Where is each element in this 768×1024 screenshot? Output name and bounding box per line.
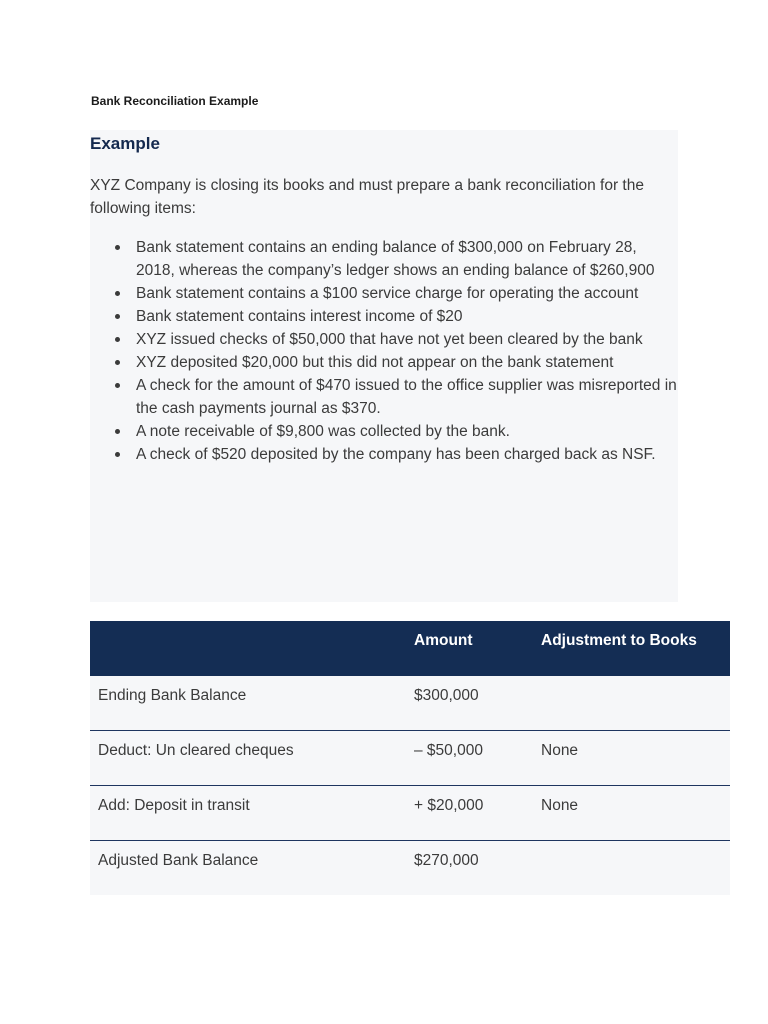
bullet-icon <box>115 314 120 319</box>
table-cell-amount: $300,000 <box>414 676 541 731</box>
list-item-text: A check for the amount of $470 issued to the office supplier was misreported in the cash payments journal as $370. <box>136 377 677 417</box>
bullet-icon <box>115 291 120 296</box>
header-adjustment-cell: Adjustment to Books <box>541 621 730 676</box>
example-bullet-list <box>90 236 678 466</box>
bullet-icon <box>115 452 120 457</box>
table-row <box>90 731 730 786</box>
list-item-text: XYZ issued checks of $50,000 that have not yet been cleared by the bank <box>136 331 643 348</box>
table-header-row <box>90 621 730 676</box>
header-label-cell <box>90 621 414 676</box>
table-cell-label: Deduct: Un cleared cheques <box>90 731 414 786</box>
list-item-text: A note receivable of $9,800 was collected by the bank. <box>136 423 510 440</box>
example-panel <box>90 130 678 602</box>
list-item-text: Bank statement contains a $100 service charge for operating the account <box>136 285 639 302</box>
bullet-icon <box>115 360 120 365</box>
header-amount-cell: Amount <box>414 621 541 676</box>
document-heading: Bank Reconciliation Example <box>91 94 259 108</box>
table-cell-amount: + $20,000 <box>414 786 541 841</box>
table-cell-adjustment: None <box>541 786 730 841</box>
list-item-text: Bank statement contains an ending balance of $300,000 on February 28, 2018, whereas the company’s ledger shows an ending balance of $260,900 <box>136 239 655 279</box>
table-cell-amount: $270,000 <box>414 841 541 896</box>
table-cell-label: Add: Deposit in transit <box>90 786 414 841</box>
bullet-icon <box>115 245 120 250</box>
list-item <box>90 305 678 328</box>
list-item <box>90 328 678 351</box>
list-item <box>90 443 678 466</box>
table-cell-label: Ending Bank Balance <box>90 676 414 731</box>
list-item <box>90 374 678 420</box>
table-cell-amount: – $50,000 <box>414 731 541 786</box>
table-cell-adjustment <box>541 676 730 731</box>
bullet-icon <box>115 337 120 342</box>
table-cell-adjustment: None <box>541 731 730 786</box>
list-item <box>90 351 678 374</box>
list-item <box>90 282 678 305</box>
example-title: Example <box>90 134 160 153</box>
table-row <box>90 676 730 731</box>
table-cell-label: Adjusted Bank Balance <box>90 841 414 896</box>
list-item <box>90 236 678 282</box>
list-item-text: Bank statement contains interest income of $20 <box>136 308 463 325</box>
bullet-icon <box>115 383 120 388</box>
table-row <box>90 841 730 896</box>
list-item-text: XYZ deposited $20,000 but this did not appear on the bank statement <box>136 354 614 371</box>
bullet-icon <box>115 429 120 434</box>
table-cell-adjustment <box>541 841 730 896</box>
table-row <box>90 786 730 841</box>
list-item <box>90 420 678 443</box>
reconciliation-table <box>90 621 730 895</box>
example-intro: XYZ Company is closing its books and must prepare a bank reconciliation for the following items: <box>90 177 644 217</box>
list-item-text: A check of $520 deposited by the company has been charged back as NSF. <box>136 446 656 463</box>
